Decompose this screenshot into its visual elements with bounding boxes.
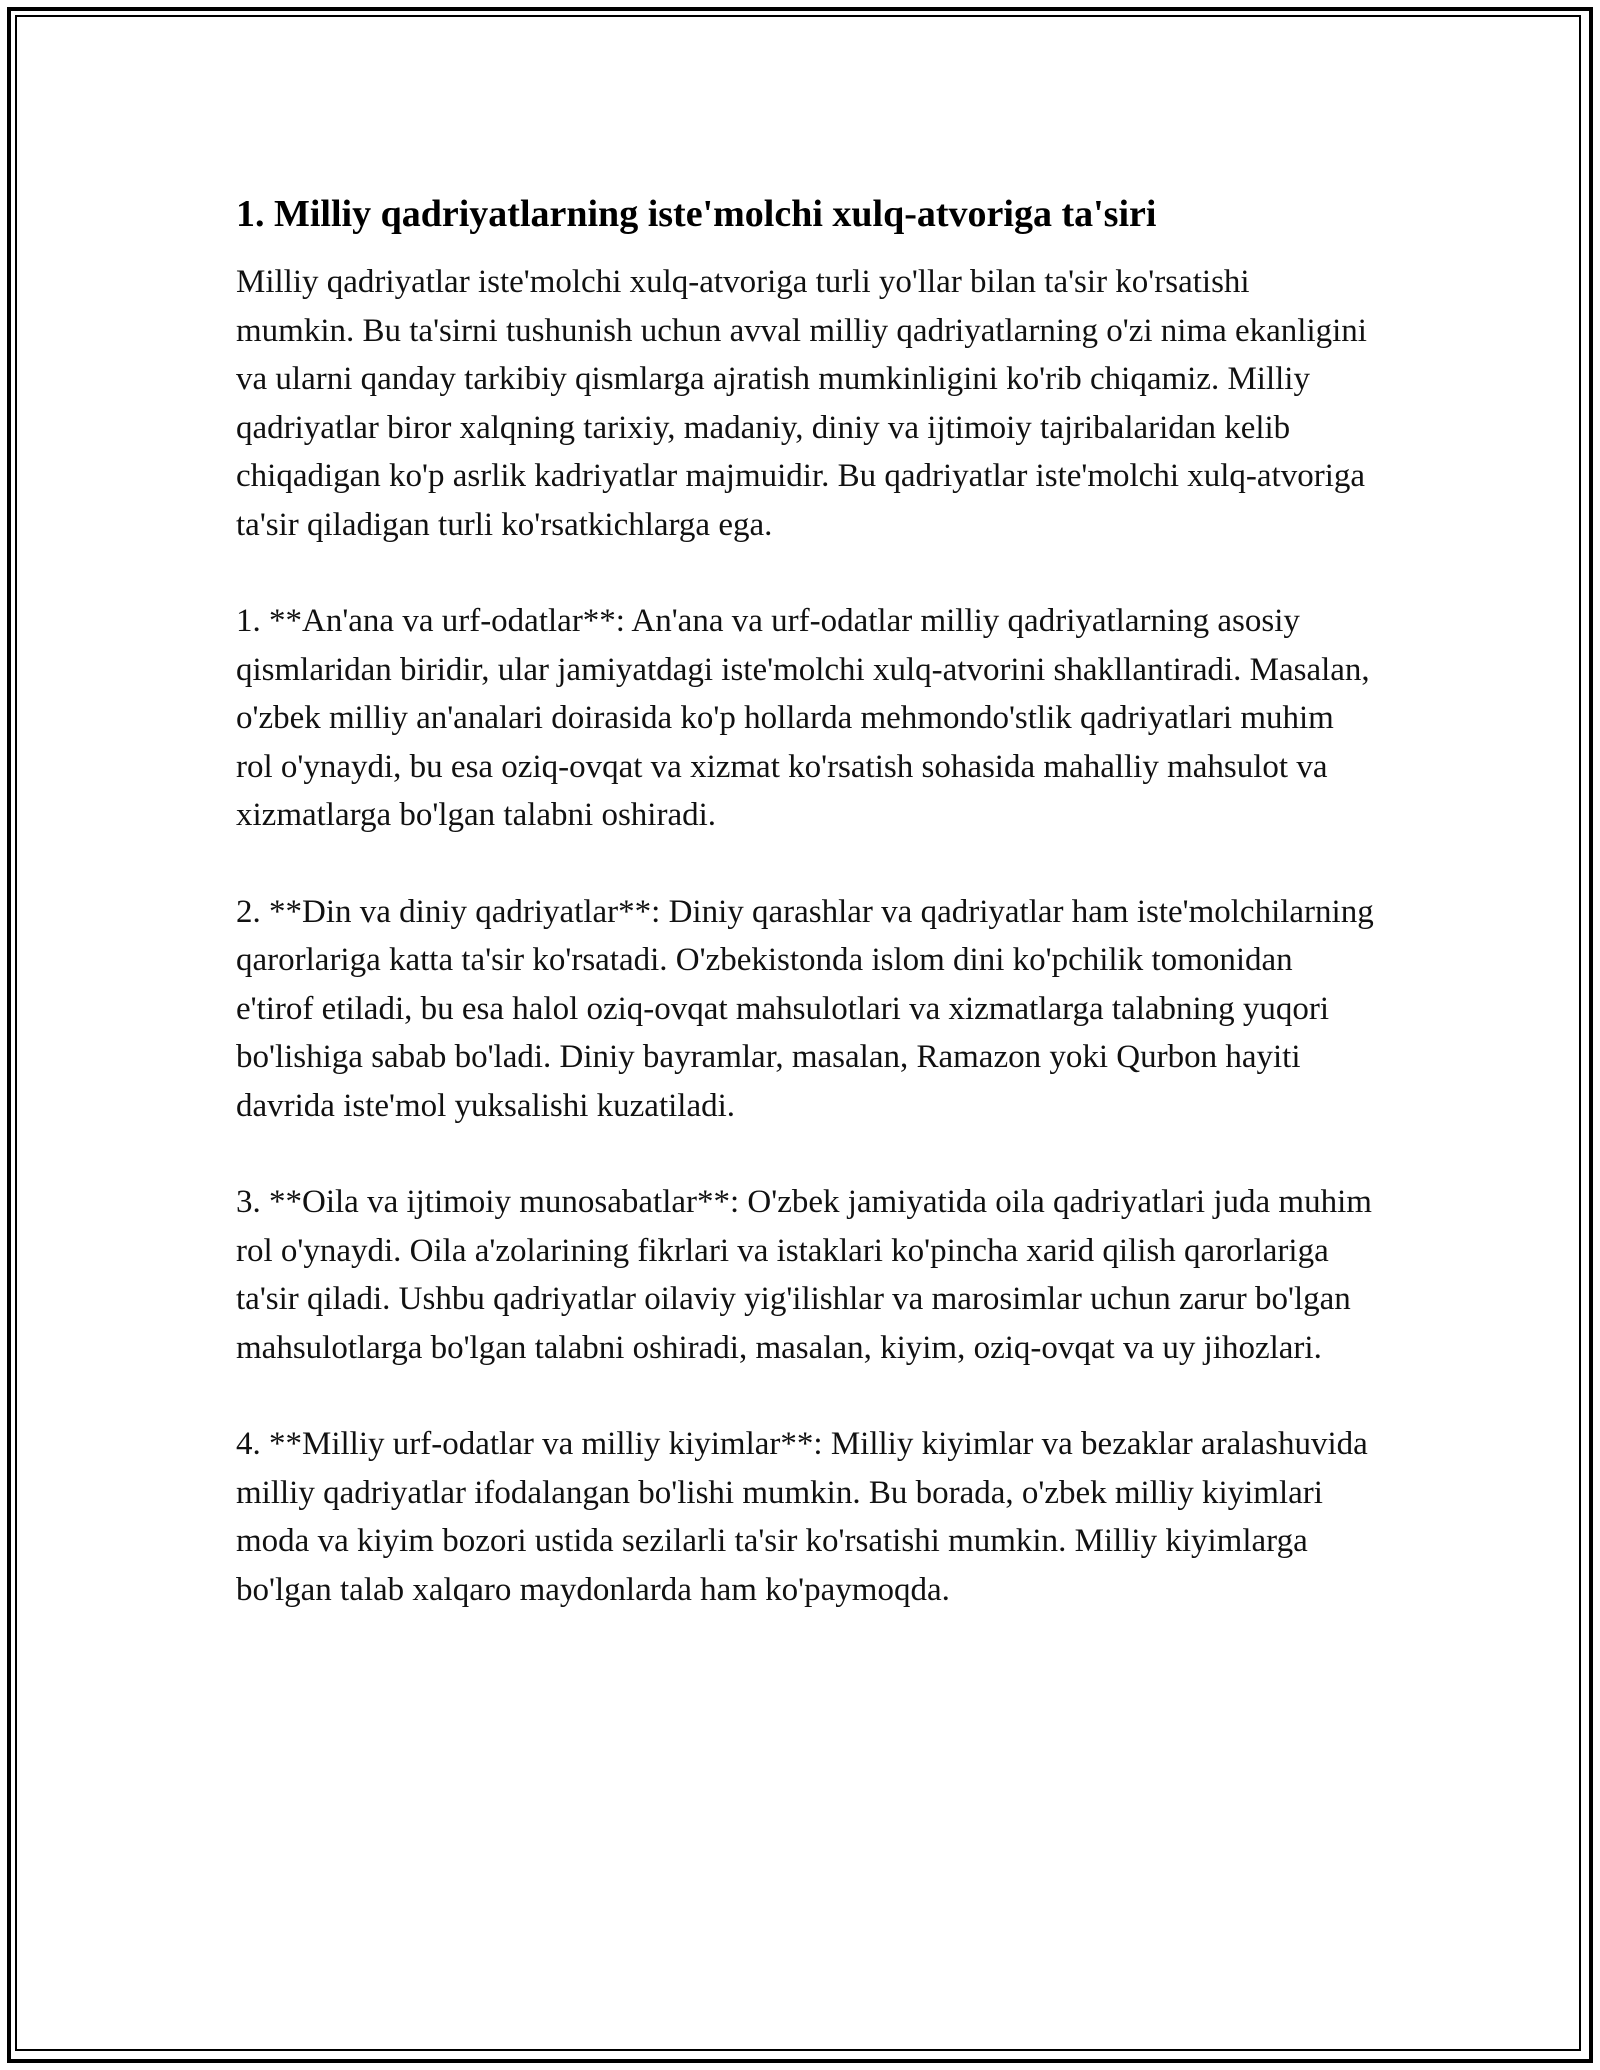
intro-paragraph: Milliy qadriyatlar iste'molchi xulq-atvoriga turli yo'llar bilan ta'sir ko'rsatishi mumkin. Bu ta'sirni tushunish uchun avval milliy qadriyatlarning o'zi nima ekanligini va ularni qanday tarkibiy qismlarga ajratish mumkinligini ko'rib chiqamiz. Milliy qadriyatlar biror xalqning tarixiy, madaniy, diniy va ijtimoiy tajribalaridan kelib chiqadigan ko'p asrlik kadriyatlar majmuidir. Bu qadriyatlar iste'molchi xulq-atvoriga ta'sir qiladigan turli ko'rsatkichlarga ega. xyxy=(236,264,1367,543)
paragraph-national-clothing: 4. **Milliy urf-odatlar va milliy kiyimlar**: Milliy kiyimlar va bezaklar aralashuvida milliy qadriyatlar ifodalangan bo'lishi mumkin. Bu borada, o'zbek milliy kiyimlari moda va kiyim bozori ustida sezilarli ta'sir ko'rsatishi mumkin. Milliy kiyimlarga bo'lgan talab xalqaro maydonlarda ham ko'paymoqda. xyxy=(236,1426,1368,1608)
paragraph-traditions: 1. **An'ana va urf-odatlar**: An'ana va urf-odatlar milliy qadriyatlarning asosiy qismlaridan biridir, ular jamiyatdagi iste'molchi xulq-atvorini shakllantiradi. Masalan, o'zbek milliy an'analari doirasida ko'p hollarda mehmondo'stlik qadriyatlari muhim rol o'ynaydi, bu esa oziq-ovqat va xizmat ko'rsatish sohasida mahalliy mahsulot va xizmatlarga bo'lgan talabni oshiradi. xyxy=(236,603,1370,833)
paragraph-religion: 2. **Din va diniy qadriyatlar**: Diniy qarashlar va qadriyatlar ham iste'molchilarning qarorlariga katta ta'sir ko'rsatadi. O'zbekistonda islom dini ko'pchilik tomonidan e'tirof etiladi, bu esa halol oziq-ovqat mahsulotlari va xizmatlarga talabning yuqori bo'lishiga sabab bo'ladi. Diniy bayramlar, masalan, Ramazon yoki Qurbon hayiti davrida iste'mol yuksalishi kuzatiladi. xyxy=(236,893,1374,1124)
paragraph-family: 3. **Oila va ijtimoiy munosabatlar**: O'zbek jamiyatida oila qadriyatlari juda muhim rol o'ynaydi. Oila a'zolarining fikrlari va istaklari ko'pincha xarid qilish qarorlariga ta'sir qiladi. Ushbu qadriyatlar oilaviy yig'ilishlar va marosimlar uchun zarur bo'lgan mahsulotlarga bo'lgan talabni oshiradi, masalan, kiyim, oziq-ovqat va uy jihozlari. xyxy=(236,1184,1372,1366)
document-body xyxy=(236,186,1376,1662)
section-heading: 1. Milliy qadriyatlarning iste'molchi xulq-atvoriga ta'siri xyxy=(236,193,1157,235)
